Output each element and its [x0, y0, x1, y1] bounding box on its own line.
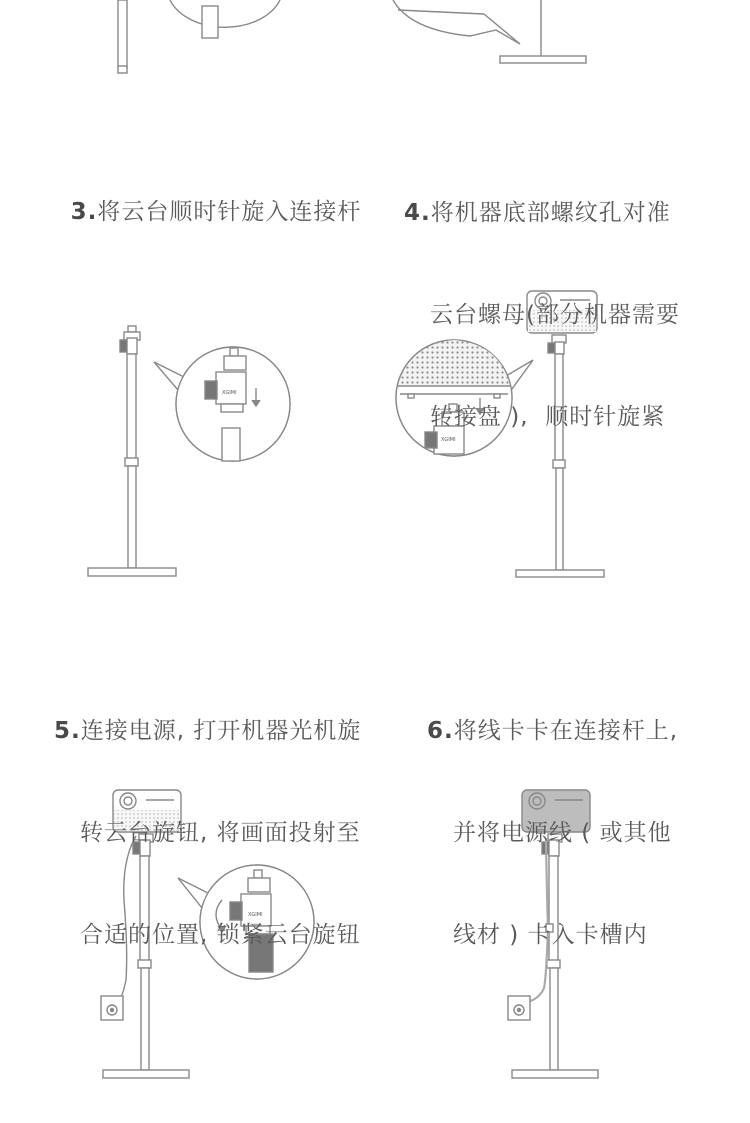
step6-line-3: 线材 ) 卡入卡槽内 [453, 922, 648, 948]
step4-line-2: 云台螺母(部分机器需要 [430, 302, 680, 328]
step3-brand-mark: XGIMI [222, 390, 237, 396]
step3-line-1: 将云台顺时针旋入连接杆 [97, 199, 362, 225]
step3-caption [54, 161, 361, 229]
step6-line-1: 将线卡卡在连接杆上, [453, 718, 679, 744]
step5-line-1: 连接电源, 打开机器光机旋 [80, 718, 362, 744]
step6-caption [427, 646, 678, 986]
step4-number: 4. [404, 200, 431, 226]
step5-caption [54, 646, 361, 986]
step6-number: 6. [427, 718, 454, 744]
step4-line-3: 转接盘 ), 顺时针旋紧 [430, 404, 666, 430]
step3-number: 3. [70, 199, 98, 225]
step4-caption [404, 128, 680, 468]
step5-brand-mark: XGIMI [248, 912, 263, 918]
step5-line-3: 合适的位置, 锁紧云台旋钮 [80, 922, 361, 948]
step3-illustration [88, 326, 290, 576]
step6-line-2: 并将电源线 ( 或其他 [453, 820, 672, 846]
top-partial-illustrations [118, 0, 586, 73]
step4-brand-mark: XGIMI [441, 437, 456, 443]
step4-line-1: 将机器底部螺纹孔对准 [430, 200, 671, 226]
step5-number: 5. [54, 718, 81, 744]
step5-line-2: 转云台旋钮, 将画面投射至 [80, 820, 361, 846]
